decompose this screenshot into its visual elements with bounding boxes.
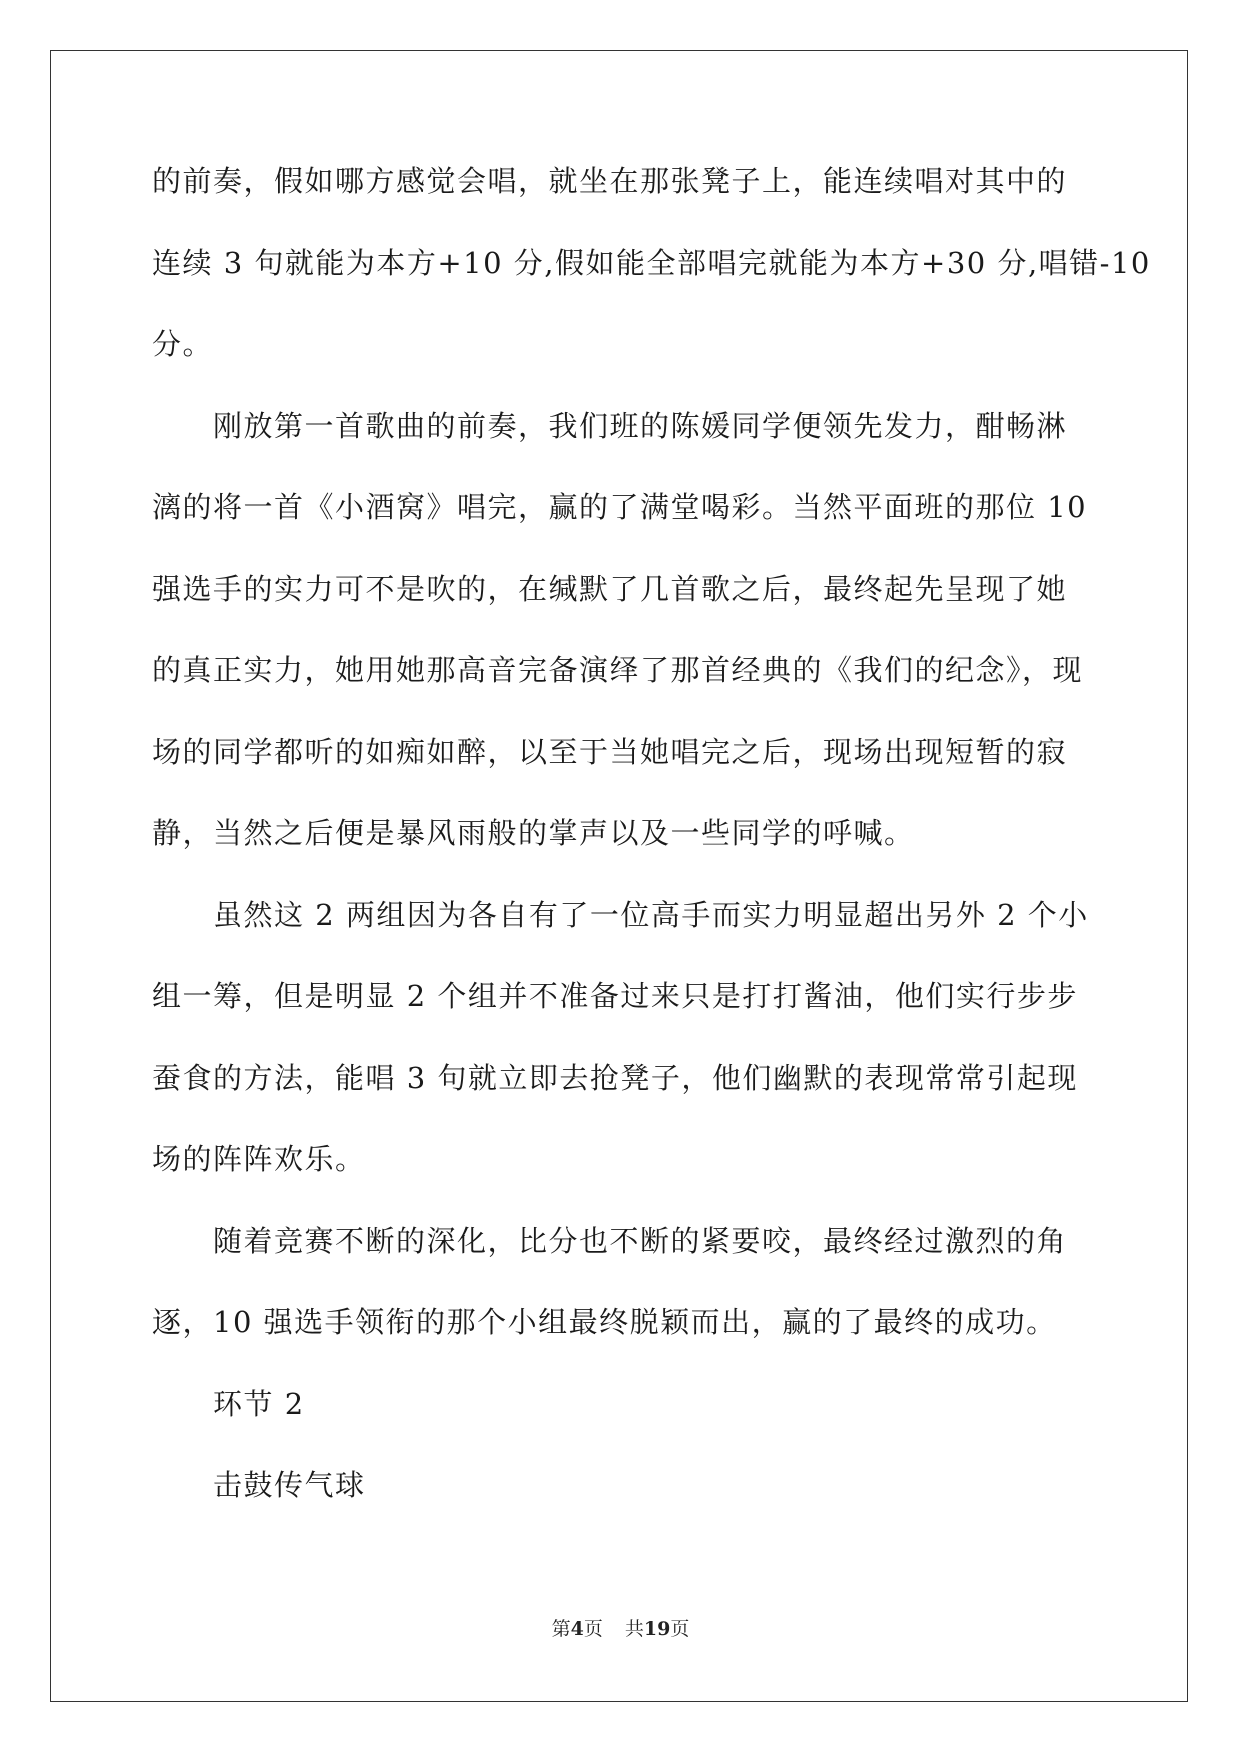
- total-prefix: 共: [624, 1618, 644, 1640]
- text-line: 连续 3 句就能为本方+10 分,假如能全部唱完就能为本方+30 分,唱错-10: [152, 245, 1151, 280]
- text-line: 强选手的实力可不是吹的，在缄默了几首歌之后，最终起先呈现了她: [152, 571, 1068, 606]
- text-line: 虽然这 2 两组因为各自有了一位高手而实力明显超出另外 2 个小: [152, 897, 1089, 932]
- text-line: 的前奏，假如哪方感觉会唱，就坐在那张凳子上，能连续唱对其中的: [152, 164, 1068, 198]
- page-footer: [0, 1614, 1241, 1641]
- text-line: 静，当然之后便是暴风雨般的掌声以及一些同学的呼喊。: [152, 816, 915, 850]
- text-line: 场的同学都听的如痴如醉，以至于当她唱完之后，现场出现短暂的寂: [152, 734, 1068, 769]
- page-current: 4: [570, 1618, 584, 1640]
- text-line: 漓的将一首《小酒窝》唱完，赢的了满堂喝彩。当然平面班的那位 10: [152, 490, 1088, 524]
- text-line: 蚕食的方法，能唱 3 句就立即去抢凳子，他们幽默的表现常常引起现: [152, 1060, 1078, 1095]
- text-line: 组一筹，但是明显 2 个组并不准备过来只是打打酱油，他们实行步步: [152, 979, 1078, 1013]
- section-heading: 击鼓传气球: [152, 1468, 366, 1502]
- document-body: [152, 160, 1151, 1546]
- text-line: 逐，10 强选手领衔的那个小组最终脱颖而出，赢的了最终的成功。: [152, 1305, 1057, 1339]
- page-unit: 页: [583, 1618, 603, 1640]
- page-prefix: 第: [551, 1618, 571, 1640]
- total-unit: 页: [670, 1618, 690, 1640]
- text-line: 分。: [152, 327, 214, 361]
- text-line: 随着竞赛不断的深化，比分也不断的紧要咬，最终经过激烈的角: [152, 1223, 1068, 1258]
- text-line: 刚放第一首歌曲的前奏，我们班的陈媛同学便领先发力，酣畅淋: [152, 408, 1068, 443]
- text-line: 场的阵阵欢乐。: [152, 1142, 366, 1176]
- section-heading: 环节 2: [152, 1386, 305, 1421]
- page-total: 19: [643, 1618, 671, 1640]
- text-line: 的真正实力，她用她那高音完备演绎了那首经典的《我们的纪念》，现: [152, 653, 1084, 687]
